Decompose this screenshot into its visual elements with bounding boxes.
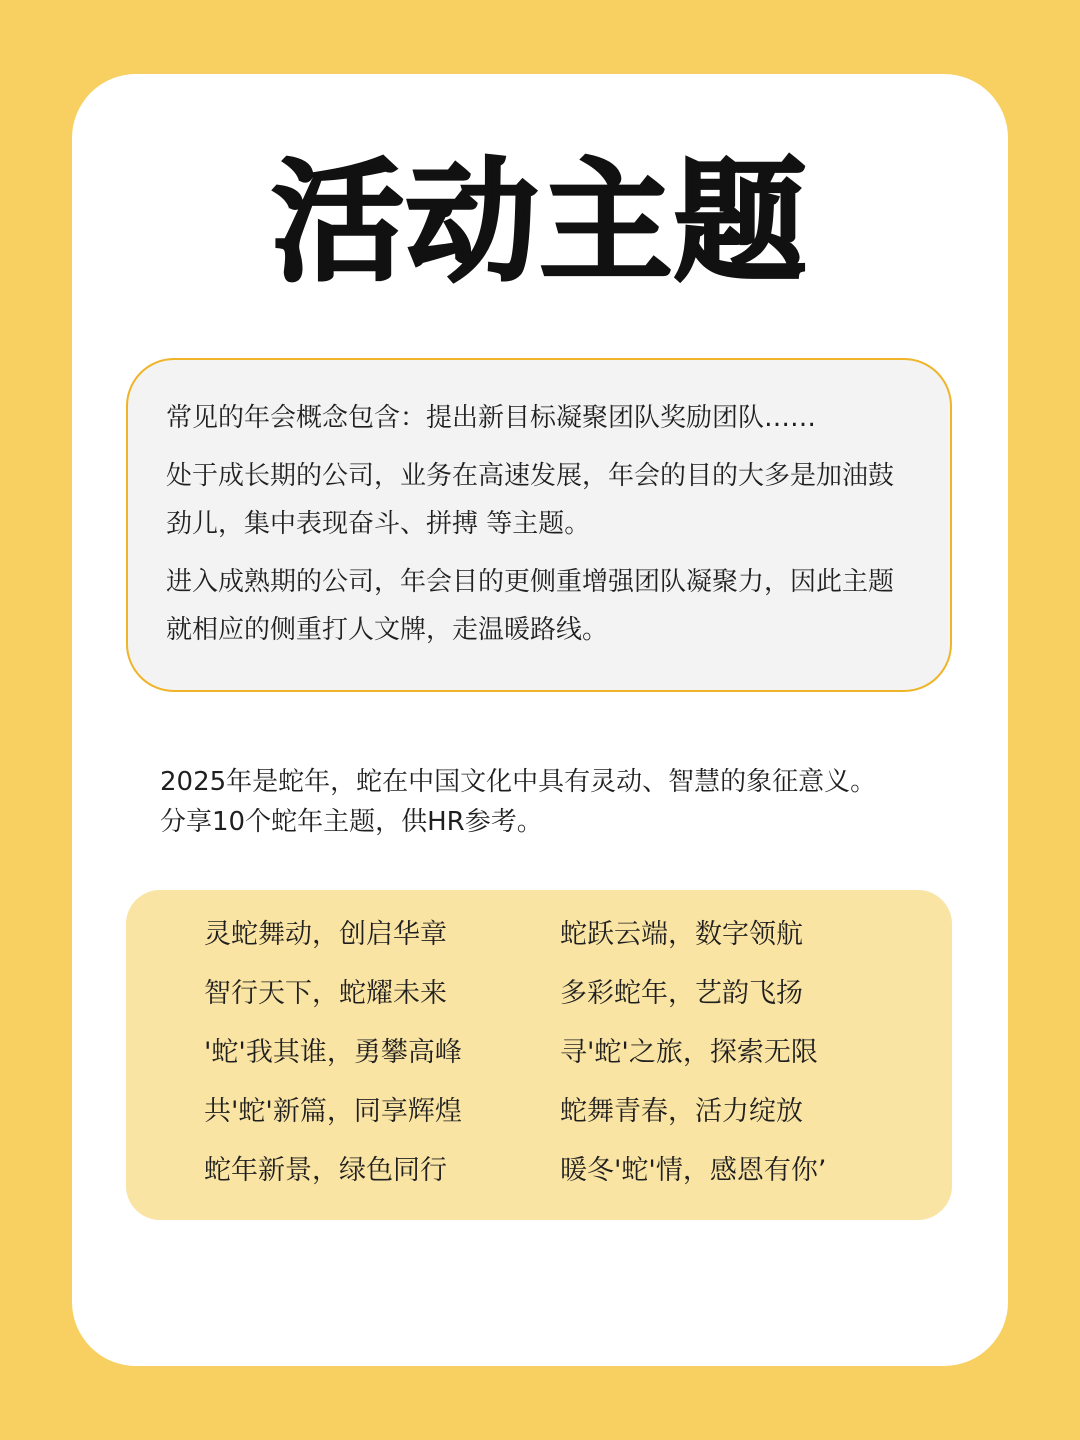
main-card — [72, 74, 1008, 1366]
concept-paragraph-3: 进入成熟期的公司，年会目的更侧重增强团队凝聚力，因此主题就相应的侧重打人文牌，走温暖路线。 — [166, 567, 895, 645]
theme-item: 灵蛇舞动，创启华章 — [204, 919, 447, 950]
intro-line-1: 2025年是蛇年，蛇在中国文化中具有灵动、智慧的象征意义。 — [160, 767, 877, 797]
theme-item: 暖冬'蛇'情，感恩有你’ — [560, 1155, 827, 1186]
theme-item: 多彩蛇年，艺韵飞扬 — [560, 978, 803, 1009]
themes-grid — [204, 916, 952, 1190]
theme-item: 寻'蛇'之旅，探索无限 — [560, 1037, 818, 1068]
theme-item: '蛇'我其谁，勇攀高峰 — [204, 1037, 462, 1068]
concept-paragraph-1: 常见的年会概念包含：提出新目标凝聚团队奖励团队…… — [166, 403, 817, 433]
intro-line-2: 分享10个蛇年主题，供HR参考。 — [160, 807, 543, 837]
concept-paragraph-2: 处于成长期的公司，业务在高速发展，年会的目的大多是加油鼓劲儿，集中表现奋斗、拼搏 等主题。 — [166, 461, 895, 539]
theme-item: 智行天下，蛇耀未来 — [204, 978, 447, 1009]
theme-item: 共'蛇'新篇，同享辉煌 — [204, 1096, 462, 1127]
themes-box — [126, 890, 952, 1220]
theme-item: 蛇舞青春，活力绽放 — [560, 1096, 803, 1127]
concept-box — [126, 358, 952, 692]
theme-item: 蛇年新景，绿色同行 — [204, 1155, 447, 1186]
page-title: 活动主题 — [272, 146, 808, 300]
intro-text — [160, 762, 960, 842]
theme-item: 蛇跃云端，数字领航 — [560, 919, 803, 950]
